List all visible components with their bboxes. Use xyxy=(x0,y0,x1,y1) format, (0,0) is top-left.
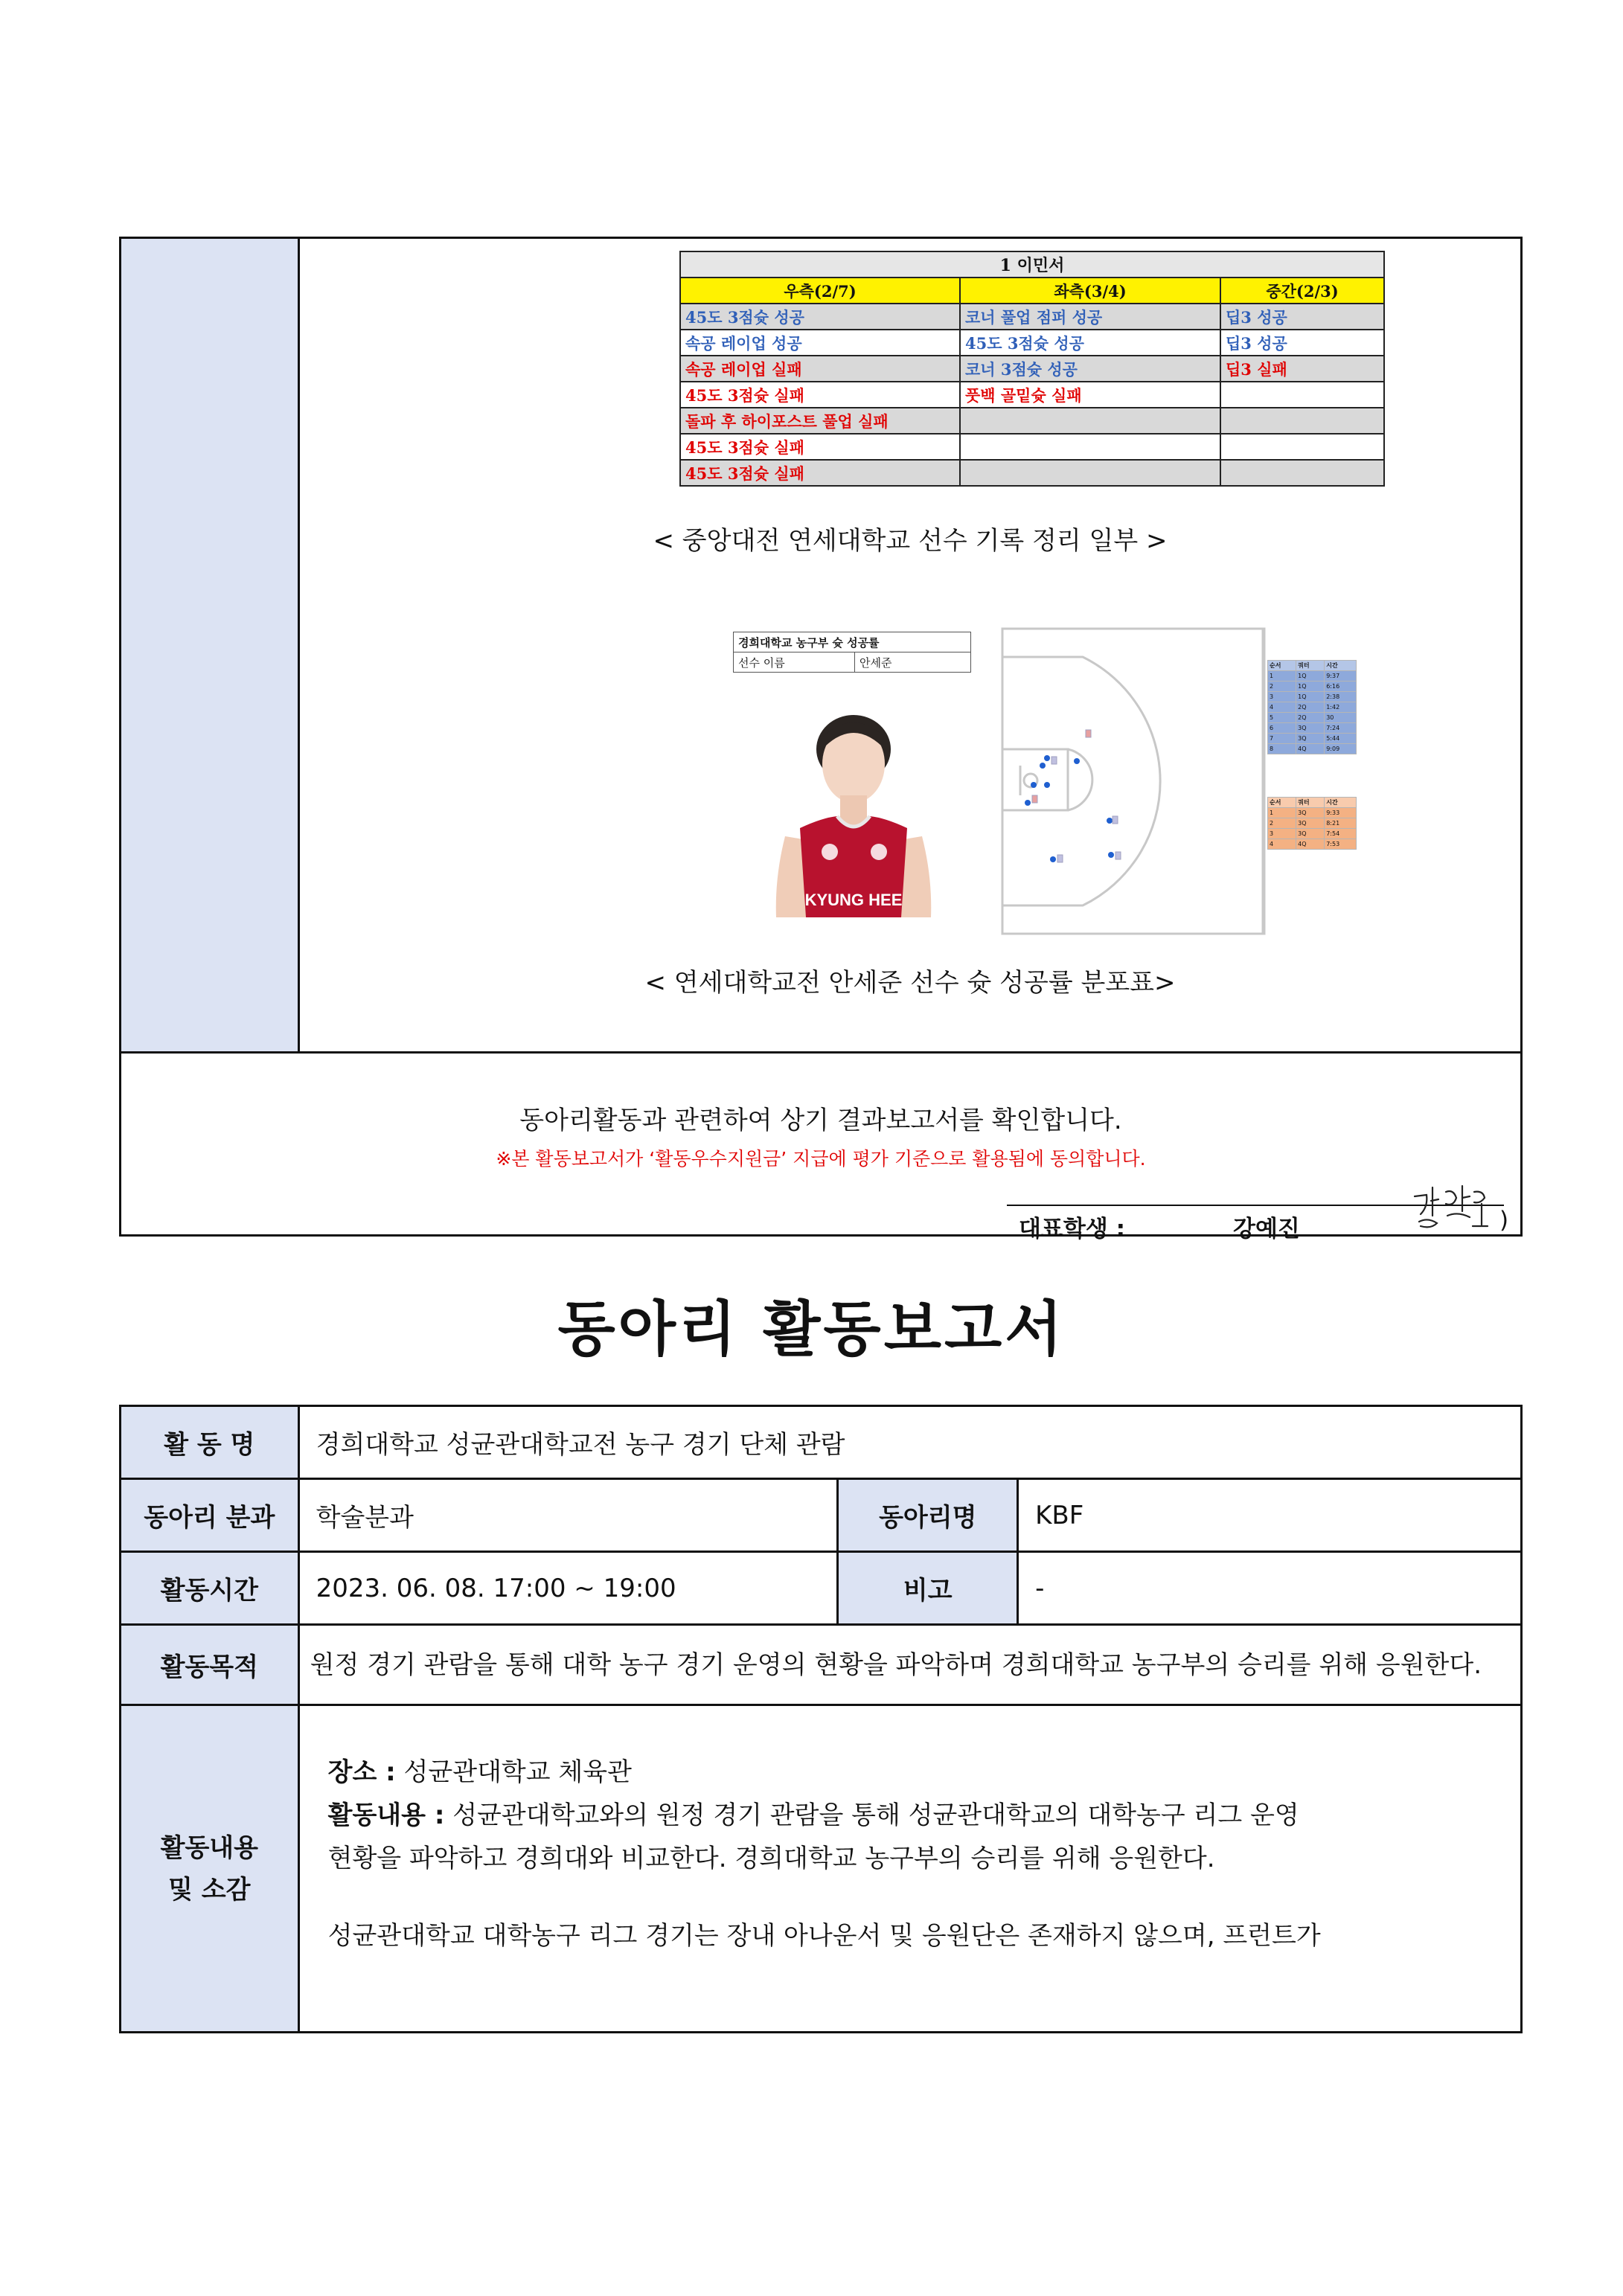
representative-name: 강예진 xyxy=(1233,1216,1300,1242)
log-cell: 1 xyxy=(1268,671,1296,682)
content-line-1 xyxy=(328,1794,1520,1837)
activity-name-label: 활 동 명 xyxy=(121,1406,299,1479)
activity-report-table xyxy=(119,1405,1523,2033)
log-header-row xyxy=(1268,798,1357,808)
previous-report-table xyxy=(119,237,1523,1242)
row-content xyxy=(121,1705,1522,2033)
made-shot-log-table xyxy=(1267,660,1357,754)
shot-table-row xyxy=(680,460,1384,486)
log-cell: 9:37 xyxy=(1325,671,1357,682)
log-cell: 7:53 xyxy=(1325,839,1357,850)
shot-table-row xyxy=(680,434,1384,460)
log-cell: 9:33 xyxy=(1325,808,1357,818)
content-line-3: 성균관대학교 대학농구 리그 경기는 장내 아나운서 및 응원단은 존재하지 않으며, 프런트가 xyxy=(327,1921,1321,1951)
player-info-table xyxy=(733,632,971,673)
consent-notice: ※본 활동보고서가 ‘활동우수지원금’ 지급에 평가 기준으로 활용됨에 동의합니다. xyxy=(496,1148,1146,1170)
content-text-1: 성균관대학교와의 원정 경기 관람을 통해 성균관대학교의 대학농구 리그 운영 xyxy=(444,1800,1299,1830)
handwritten-signature xyxy=(1410,1181,1492,1235)
log-cell: 8:21 xyxy=(1325,818,1357,829)
log-row xyxy=(1268,723,1357,734)
shot-table-cell xyxy=(960,408,1220,434)
shot-table-cell: 풋백 골밑슛 실패 xyxy=(960,382,1220,408)
content-cell xyxy=(300,239,1520,1051)
shot-table-cell: 45도 3점슛 실패 xyxy=(680,382,960,408)
log-header-cell: 시간 xyxy=(1325,798,1357,808)
log-row xyxy=(1268,808,1357,818)
log-cell: 2Q xyxy=(1296,702,1325,713)
log-cell: 2 xyxy=(1268,818,1296,829)
log-row xyxy=(1268,734,1357,744)
log-cell: 5 xyxy=(1268,713,1296,723)
log-cell: 1Q xyxy=(1296,682,1325,692)
log-row xyxy=(1268,671,1357,682)
log-header-cell: 쿼터 xyxy=(1296,661,1325,671)
club-name-value: KBF xyxy=(1018,1479,1522,1552)
log-cell: 3 xyxy=(1268,829,1296,839)
time-value: 2023. 06. 08. 17:00 ~ 19:00 xyxy=(298,1552,838,1625)
log-row xyxy=(1268,744,1357,754)
row-division xyxy=(121,1479,1522,1552)
log-cell: 3Q xyxy=(1296,723,1325,734)
log-header-cell: 순서 xyxy=(1268,661,1296,671)
shot-table-cell: 돌파 후 하이포스트 풀업 실패 xyxy=(680,408,960,434)
log-cell: 3Q xyxy=(1296,818,1325,829)
club-name-label: 동아리명 xyxy=(838,1479,1018,1552)
shot-table-cell: 45도 3점슛 실패 xyxy=(680,434,960,460)
content-head: 활동내용 : xyxy=(327,1800,445,1830)
note-label: 비고 xyxy=(838,1552,1018,1625)
shot-table-header-right: 우측(2/7) xyxy=(680,278,960,304)
log-cell: 5:44 xyxy=(1325,734,1357,744)
purpose-label: 활동목적 xyxy=(121,1625,299,1705)
caption-shot-chart: < 연세대학교전 안세준 선수 슛 성공률 분포표> xyxy=(644,968,1176,998)
time-label: 활동시간 xyxy=(121,1552,299,1625)
shot-table-cell: 딥3 성공 xyxy=(1220,304,1384,330)
activity-name-value: 경희대학교 성균관대학교전 농구 경기 단체 관람 xyxy=(298,1406,1521,1479)
player-info-title: 경희대학교 농구부 슛 성공률 xyxy=(734,632,971,652)
log-cell: 7:54 xyxy=(1325,829,1357,839)
log-cell: 4Q xyxy=(1296,839,1325,850)
log-row xyxy=(1268,818,1357,829)
log-cell: 2 xyxy=(1268,682,1296,692)
shot-table-cell: 45도 3점슛 실패 xyxy=(680,460,960,486)
log-cell: 30 xyxy=(1325,713,1357,723)
shot-table-cell: 45도 3점슛 성공 xyxy=(960,330,1220,356)
document-title: 동아리 활동보고서 xyxy=(557,1295,1066,1364)
place-label: 장소 : xyxy=(327,1757,396,1787)
player-name-label: 선수 이름 xyxy=(734,652,855,673)
shot-table-cell xyxy=(1220,382,1384,408)
log-cell: 1:42 xyxy=(1325,702,1357,713)
signature-parenthesis: ) xyxy=(1499,1207,1509,1234)
content-label-line-1: 활동내용 xyxy=(160,1832,258,1863)
log-row xyxy=(1268,839,1357,850)
row-activity-name xyxy=(121,1406,1522,1479)
log-header-row xyxy=(1268,661,1357,671)
log-row xyxy=(1268,702,1357,713)
place-value: 성균관대학교 체육관 xyxy=(395,1757,632,1787)
log-cell: 1 xyxy=(1268,808,1296,818)
log-cell: 6 xyxy=(1268,723,1296,734)
caption-shot-record: < 중앙대전 연세대학교 선수 기록 정리 일부 > xyxy=(653,526,1168,556)
shot-table-cell xyxy=(1220,460,1384,486)
log-cell: 6:16 xyxy=(1325,682,1357,692)
division-value: 학술분과 xyxy=(298,1479,838,1552)
player-name-value: 안세준 xyxy=(855,652,971,673)
shot-table-header-left: 좌측(3/4) xyxy=(960,278,1220,304)
confirmation-text: 동아리활동과 관련하여 상기 결과보고서를 확인합니다. xyxy=(519,1106,1122,1135)
content-value xyxy=(298,1705,1521,2033)
player-photo xyxy=(770,706,935,917)
shot-table-cell xyxy=(960,434,1220,460)
log-row xyxy=(1268,713,1357,723)
log-cell: 3Q xyxy=(1296,734,1325,744)
log-cell: 1Q xyxy=(1296,692,1325,702)
shot-chart-court xyxy=(1001,627,1266,935)
log-cell: 4 xyxy=(1268,839,1296,850)
shot-table-row xyxy=(680,408,1384,434)
log-row xyxy=(1268,829,1357,839)
representative-label: 대표학생 : xyxy=(1019,1216,1125,1242)
content-label xyxy=(121,1705,299,2033)
label-column xyxy=(121,239,300,1051)
shot-table-cell: 코너 풀업 점퍼 성공 xyxy=(960,304,1220,330)
log-cell: 2Q xyxy=(1296,713,1325,723)
shot-table-cell xyxy=(1220,408,1384,434)
shot-table-cell xyxy=(1220,434,1384,460)
log-cell: 9:09 xyxy=(1325,744,1357,754)
note-value: - xyxy=(1018,1552,1522,1625)
shot-table-cell xyxy=(960,460,1220,486)
place-line xyxy=(328,1751,1520,1794)
jersey-text: KYUNG HEE xyxy=(804,891,903,909)
log-cell: 3Q xyxy=(1296,808,1325,818)
purpose-value: 원정 경기 관람을 통해 대학 농구 경기 운영의 현황을 파악하며 경희대학교 농구부의 승리를 위해 응원한다. xyxy=(298,1625,1521,1705)
player-shot-record-table xyxy=(679,251,1385,487)
content-line-2: 현황을 파악하고 경희대와 비교한다. 경희대학교 농구부의 승리를 위해 응원한다. xyxy=(327,1844,1215,1873)
log-cell: 4 xyxy=(1268,702,1296,713)
shot-table-row xyxy=(680,356,1384,382)
shot-table-cell: 딥3 실패 xyxy=(1220,356,1384,382)
content-label-line-2: 및 소감 xyxy=(168,1874,251,1905)
shot-table-cell: 45도 3점슛 성공 xyxy=(680,304,960,330)
log-cell: 1Q xyxy=(1296,671,1325,682)
log-header-cell: 시간 xyxy=(1325,661,1357,671)
log-row xyxy=(1268,692,1357,702)
log-cell: 8 xyxy=(1268,744,1296,754)
shot-table-header-middle: 중간(2/3) xyxy=(1220,278,1384,304)
row-purpose xyxy=(121,1625,1522,1705)
shot-table-row xyxy=(680,330,1384,356)
missed-shot-log-table xyxy=(1267,797,1357,850)
shot-table-row xyxy=(680,304,1384,330)
shot-table-cell: 딥3 성공 xyxy=(1220,330,1384,356)
row-time xyxy=(121,1552,1522,1625)
log-cell: 4Q xyxy=(1296,744,1325,754)
shot-table-cell: 코너 3점슛 성공 xyxy=(960,356,1220,382)
shot-table-cell: 속공 레이업 실패 xyxy=(680,356,960,382)
division-label: 동아리 분과 xyxy=(121,1479,299,1552)
log-cell: 2:38 xyxy=(1325,692,1357,702)
log-header-cell: 쿼터 xyxy=(1296,798,1325,808)
log-cell: 7 xyxy=(1268,734,1296,744)
log-cell: 3Q xyxy=(1296,829,1325,839)
log-cell: 7:24 xyxy=(1325,723,1357,734)
log-cell: 3 xyxy=(1268,692,1296,702)
shot-table-title: 1 이민서 xyxy=(680,251,1384,278)
log-header-cell: 순서 xyxy=(1268,798,1296,808)
confirmation-row xyxy=(121,1051,1520,1242)
shot-table-cell: 속공 레이업 성공 xyxy=(680,330,960,356)
log-row xyxy=(1268,682,1357,692)
shot-table-row xyxy=(680,382,1384,408)
